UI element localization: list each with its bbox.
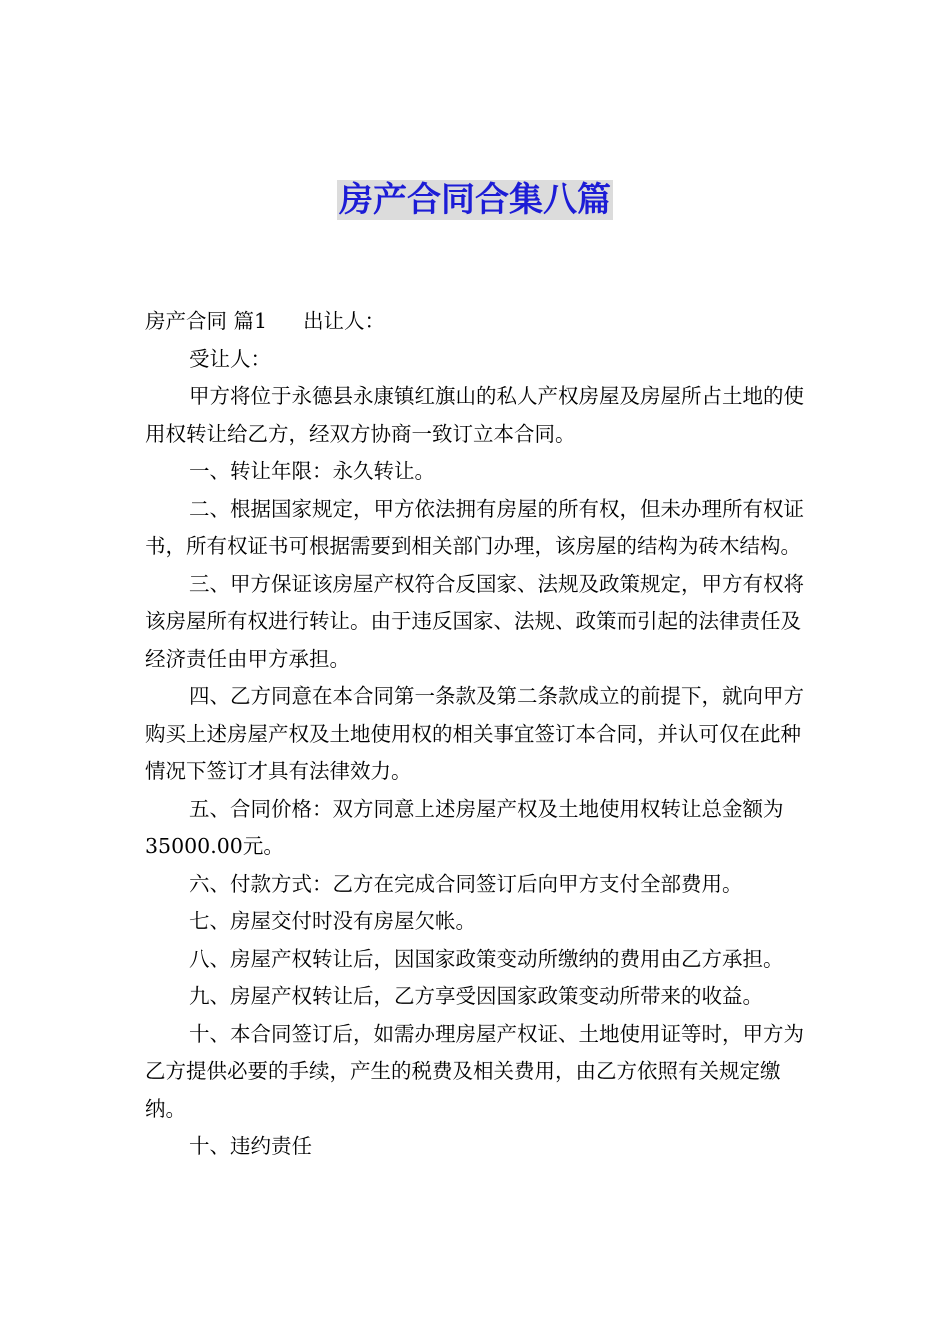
document-body <box>145 303 807 1166</box>
paragraph: 四、乙方同意在本合同第一条款及第二条款成立的前提下，就向甲方购买上述房屋产权及土地使用权的相关事宜签订本合同，并认可仅在此种情况下签订才具有法律效力。 <box>145 684 804 783</box>
paragraph: 二、根据国家规定，甲方依法拥有房屋的所有权，但未办理所有权证书，所有权证书可根据需要到相关部门办理，该房屋的结构为砖木结构。 <box>145 496 804 558</box>
paragraph: 五、合同价格：双方同意上述房屋产权及土地使用权转让总金额为35000.00元。 <box>145 796 784 858</box>
paragraph: 七、房屋交付时没有房屋欠帐。 <box>189 909 476 933</box>
paragraph: 受让人： <box>189 346 271 371</box>
paragraph: 一、转让年限：永久转让。 <box>189 459 435 483</box>
transferor-label: 出让人： <box>303 309 386 333</box>
paragraph: 九、房屋产权转让后，乙方享受因国家政策变动所带来的收益。 <box>189 984 763 1008</box>
paragraph: 六、付款方式：乙方在完成合同签订后向甲方支付全部费用。 <box>189 871 743 896</box>
document-title-block <box>0 176 950 224</box>
paragraph: 十、违约责任 <box>189 1134 312 1158</box>
section-label: 房产合同 篇1 <box>145 309 268 333</box>
paragraph: 八、房屋产权转让后，因国家政策变动所缴纳的费用由乙方承担。 <box>189 946 784 971</box>
paragraph: 十、本合同签订后，如需办理房屋产权证、土地使用证等时，甲方为乙方提供必要的手续，产生的税费及相关费用，由乙方依照有关规定缴纳。 <box>145 1021 804 1121</box>
paragraph: 甲方将位于永德县永康镇红旗山的私人产权房屋及房屋所占土地的使用权转让给乙方，经双方协商一致订立本合同。 <box>145 384 804 446</box>
first-line <box>145 303 807 341</box>
paragraph: 三、甲方保证该房屋产权符合反国家、法规及政策规定，甲方有权将该房屋所有权进行转让。由于违反国家、法规、政策而引起的法律责任及经济责任由甲方承担。 <box>145 571 804 671</box>
document-title: 房产合同合集八篇 <box>339 180 611 220</box>
